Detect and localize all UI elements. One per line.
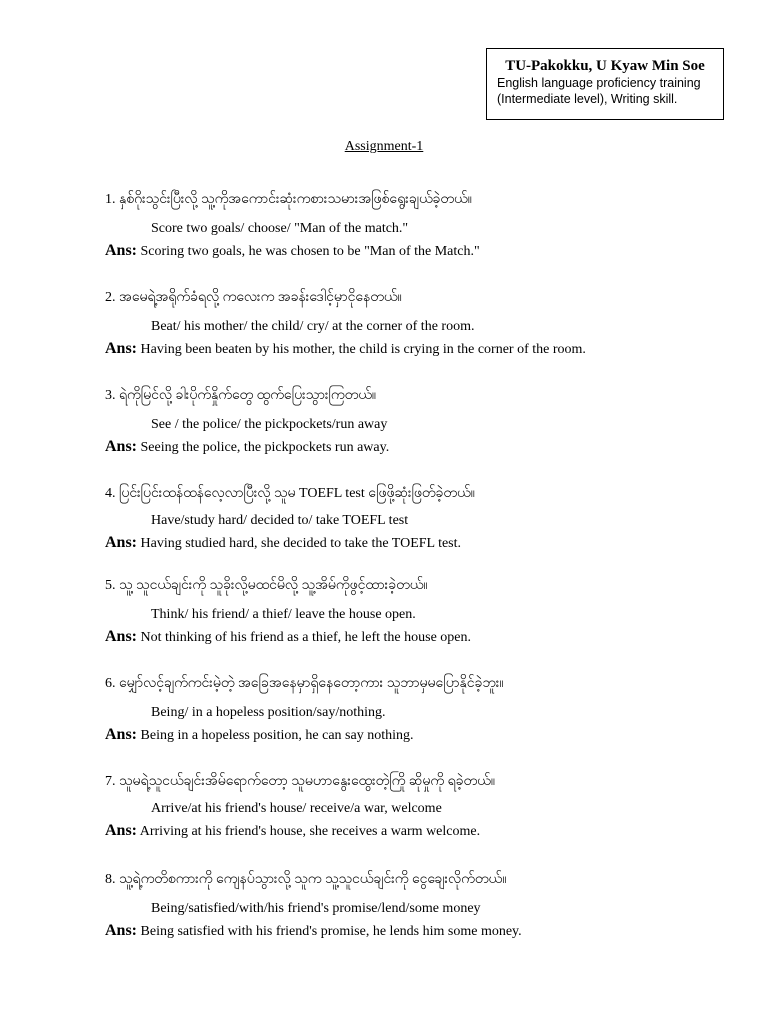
answer-text: Being satisfied with his friend's promise, he lends him some money. [140,924,522,939]
ans-label: Ans: [105,438,138,455]
answer-line [105,340,745,359]
question-text: 6. မျှော်လင့်ချက်ကင်းမဲ့တဲ့ အခြေအနေမှာရှိနေတော့ကား သူဘာမှမပြောနိုင်ခဲ့ဘူး။ [105,676,504,691]
answer-text: Not thinking of his friend as a thief, he left the house open. [140,630,471,645]
ans-label: Ans: [105,628,138,645]
question-text: 5. သူ့ သူငယ်ချင်းကို သူခိုးလို့မထင်မိလို့ သူ့အိမ်ကိုဖွင့်ထားခဲ့တယ်။ [105,578,428,593]
exercise-item-8 [105,870,745,941]
prompt-text: Beat/ his mother/ the child/ cry/ at the corner of the room. [151,319,475,334]
question-text: 4. ပြင်းပြင်းထန်ထန်လေ့လာပြီးလို့ သူမ TOEFL test ဖြေဖို့ဆုံးဖြတ်ခဲ့တယ်။ [105,486,475,501]
answer-line [105,438,745,457]
prompt-text: Score two goals/ choose/ "Man of the match." [151,221,409,236]
answer-text: Having studied hard, she decided to take the TOEFL test. [140,536,462,551]
ans-label: Ans: [105,534,138,551]
exercise-item-2 [105,288,745,359]
ans-label: Ans: [105,922,138,939]
exercise-item-7 [105,772,745,841]
exercise-item-1 [105,190,745,261]
prompt-text: Have/study hard/ decided to/ take TOEFL test [151,513,409,528]
author-info-box [486,48,724,120]
exercise-item-4 [105,484,745,553]
exercise-item-6 [105,674,745,745]
author-title: TU-Pakokku, U Kyaw Min Soe [505,58,705,74]
answer-text: Seeing the police, the pickpockets run away. [140,440,390,455]
answer-line [105,242,745,261]
question-text: 3. ရဲကိုမြင်လို့ ခါးပိုက်နှိုက်တွေ ထွက်ပြေးသွားကြတယ်။ [105,388,377,403]
answer-line [105,534,745,553]
question-text: 7. သူမရဲ့သူငယ်ချင်းအိမ်ရောက်တော့ သူမဟာနွေးထွေးတဲ့ကြို ဆိုမှုကို ရခဲ့တယ်။ [105,774,495,789]
ans-label: Ans: [105,242,138,259]
answer-line [105,628,745,647]
course-line-2: (Intermediate level), Writing skill. [497,92,678,106]
answer-line [105,822,745,841]
prompt-text: Being/satisfied/with/his friend's promise/lend/some money [151,901,481,916]
answer-text: Having been beaten by his mother, the child is crying in the corner of the room. [140,342,586,357]
ans-label: Ans: [105,822,138,839]
exercise-item-5 [105,576,745,647]
question-text: 1. နှစ်ဂိုးသွင်းပြီးလို့ သူ့ကိုအကောင်းဆုံးကစားသမားအဖြစ်ရွေးချယ်ခဲ့တယ်။ [105,192,472,207]
question-text: 8. သူ့ရဲ့ကတိစကားကို ကျေနပ်သွားလို့ သူက သူ့သူငယ်ချင်းကို ငွေချေးလိုက်တယ်။ [105,872,507,887]
prompt-text: Arrive/at his friend's house/ receive/a war, welcome [151,801,442,816]
question-text: 2. အမေရဲ့အရိုက်ခံရလို့ ကလေးက အခန်းဒေါင့်မှာငိုနေတယ်။ [105,290,402,305]
course-line-1: English language proficiency training [497,76,701,90]
answer-line [105,726,745,745]
ans-label: Ans: [105,340,138,357]
answer-line [105,922,745,941]
assignment-title: Assignment-1 [344,139,424,154]
prompt-text: Being/ in a hopeless position/say/nothing. [151,705,386,720]
exercise-item-3 [105,386,745,457]
prompt-text: See / the police/ the pickpockets/run away [151,417,388,432]
answer-text: Scoring two goals, he was chosen to be "Man of the Match." [140,244,480,259]
answer-text: Being in a hopeless position, he can say nothing. [140,728,414,743]
prompt-text: Think/ his friend/ a thief/ leave the house open. [151,607,416,622]
ans-label: Ans: [105,726,138,743]
answer-text: Arriving at his friend's house, she receives a warm welcome. [139,824,481,839]
